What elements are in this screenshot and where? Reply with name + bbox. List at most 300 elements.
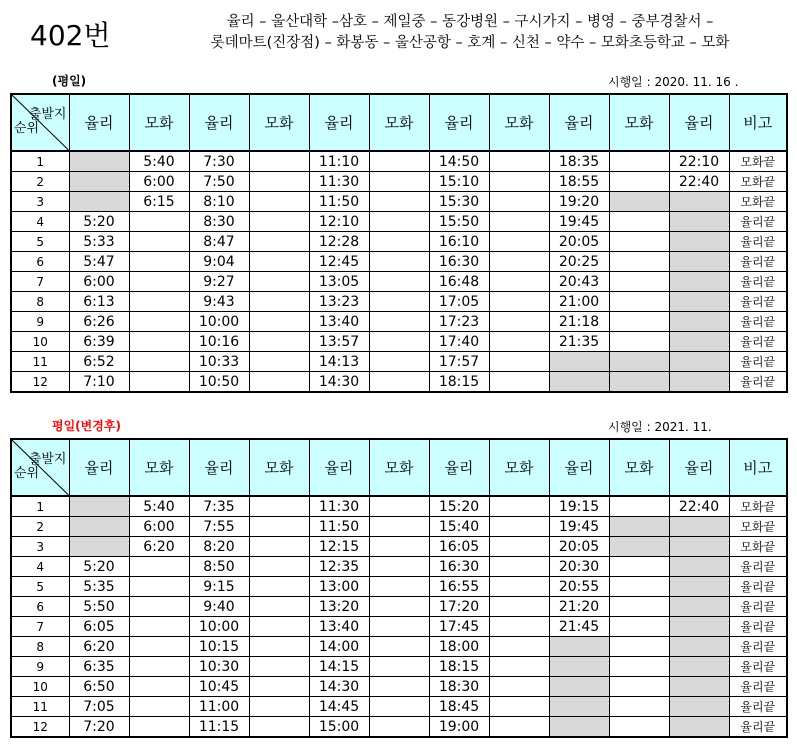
row-note: 모화끝 bbox=[729, 537, 787, 557]
departure-time: 15:00 bbox=[309, 717, 369, 738]
departure-time bbox=[669, 657, 729, 677]
departure-time: 8:30 bbox=[189, 212, 249, 232]
table-row bbox=[11, 312, 787, 332]
departure-time: 20:43 bbox=[549, 272, 609, 292]
table-row bbox=[11, 577, 787, 597]
table-row bbox=[11, 697, 787, 717]
departure-time bbox=[609, 332, 669, 352]
departure-time: 20:30 bbox=[549, 557, 609, 577]
departure-time: 5:20 bbox=[69, 557, 129, 577]
row-number: 3 bbox=[11, 537, 69, 557]
departure-time bbox=[669, 697, 729, 717]
departure-time bbox=[69, 537, 129, 557]
departure-time: 5:47 bbox=[69, 252, 129, 272]
departure-time: 6:00 bbox=[69, 272, 129, 292]
departure-time bbox=[669, 232, 729, 252]
departure-time bbox=[369, 332, 429, 352]
departure-time: 9:27 bbox=[189, 272, 249, 292]
table-row bbox=[11, 232, 787, 252]
departure-time bbox=[249, 252, 309, 272]
departure-time: 6:26 bbox=[69, 312, 129, 332]
table-row bbox=[11, 657, 787, 677]
departure-time bbox=[609, 172, 669, 192]
departure-time: 14:45 bbox=[309, 697, 369, 717]
departure-time bbox=[249, 697, 309, 717]
column-header: 율리 bbox=[549, 94, 609, 151]
departure-time bbox=[609, 151, 669, 172]
departure-time bbox=[489, 717, 549, 738]
departure-time bbox=[129, 637, 189, 657]
departure-time: 19:20 bbox=[549, 192, 609, 212]
column-header: 모화 bbox=[369, 94, 429, 151]
departure-time bbox=[369, 657, 429, 677]
departure-time bbox=[549, 657, 609, 677]
column-header: 모화 bbox=[609, 439, 669, 496]
column-header: 율리 bbox=[189, 94, 249, 151]
departure-time bbox=[129, 697, 189, 717]
departure-time: 10:00 bbox=[189, 312, 249, 332]
departure-time bbox=[489, 557, 549, 577]
row-note: 율리끝 bbox=[729, 232, 787, 252]
departure-time bbox=[369, 517, 429, 537]
row-note: 율리끝 bbox=[729, 577, 787, 597]
departure-time: 19:00 bbox=[429, 717, 489, 738]
departure-time: 5:40 bbox=[129, 496, 189, 517]
row-note: 율리끝 bbox=[729, 657, 787, 677]
departure-time: 6:20 bbox=[69, 637, 129, 657]
departure-time: 7:30 bbox=[189, 151, 249, 172]
departure-time bbox=[129, 717, 189, 738]
departure-time: 11:50 bbox=[309, 192, 369, 212]
departure-time bbox=[369, 537, 429, 557]
departure-time: 21:45 bbox=[549, 617, 609, 637]
table-2-label: 평일(변경후) bbox=[52, 419, 121, 433]
departure-time bbox=[129, 352, 189, 372]
departure-time: 9:40 bbox=[189, 597, 249, 617]
route-path-line-1: 율리 – 울산대학 –삼호 – 제일중 – 동강병원 – 구시가지 – 병영 – 중부경찰서 – bbox=[226, 14, 714, 30]
departure-time bbox=[369, 677, 429, 697]
departure-time: 13:40 bbox=[309, 617, 369, 637]
column-header: 모화 bbox=[369, 439, 429, 496]
departure-time: 6:05 bbox=[69, 617, 129, 637]
departure-time bbox=[249, 617, 309, 637]
departure-time: 7:20 bbox=[69, 717, 129, 738]
departure-time bbox=[489, 372, 549, 393]
row-number: 2 bbox=[11, 172, 69, 192]
row-note: 모화끝 bbox=[729, 172, 787, 192]
row-number: 2 bbox=[11, 517, 69, 537]
departure-time bbox=[369, 697, 429, 717]
departure-time bbox=[249, 537, 309, 557]
departure-time: 18:00 bbox=[429, 637, 489, 657]
departure-time: 6:20 bbox=[129, 537, 189, 557]
row-note: 율리끝 bbox=[729, 617, 787, 637]
departure-time bbox=[489, 272, 549, 292]
corner-order-label: 순위 bbox=[14, 466, 40, 481]
departure-time bbox=[369, 617, 429, 637]
row-number: 8 bbox=[11, 292, 69, 312]
departure-time: 7:10 bbox=[69, 372, 129, 393]
departure-time bbox=[129, 677, 189, 697]
table-row bbox=[11, 332, 787, 352]
column-header: 모화 bbox=[489, 439, 549, 496]
column-header: 율리 bbox=[309, 94, 369, 151]
departure-time bbox=[369, 496, 429, 517]
departure-time: 6:00 bbox=[129, 172, 189, 192]
departure-time: 5:35 bbox=[69, 577, 129, 597]
departure-time bbox=[249, 496, 309, 517]
column-header: 비고 bbox=[729, 439, 787, 496]
departure-time: 10:45 bbox=[189, 677, 249, 697]
column-header: 율리 bbox=[189, 439, 249, 496]
departure-time bbox=[609, 697, 669, 717]
departure-time: 20:05 bbox=[549, 537, 609, 557]
departure-time: 8:50 bbox=[189, 557, 249, 577]
departure-time: 7:35 bbox=[189, 496, 249, 517]
departure-time: 7:55 bbox=[189, 517, 249, 537]
departure-time bbox=[369, 577, 429, 597]
table-2-effective-date: 시행일 : 2021. 11. bbox=[608, 420, 712, 434]
departure-time bbox=[369, 557, 429, 577]
row-number: 10 bbox=[11, 677, 69, 697]
departure-time: 13:00 bbox=[309, 577, 369, 597]
row-number: 6 bbox=[11, 597, 69, 617]
departure-time: 10:00 bbox=[189, 617, 249, 637]
table-row bbox=[11, 617, 787, 637]
departure-time: 16:05 bbox=[429, 537, 489, 557]
row-number: 5 bbox=[11, 577, 69, 597]
table-1-label: (평일) bbox=[52, 74, 87, 88]
departure-time: 13:23 bbox=[309, 292, 369, 312]
departure-time bbox=[489, 657, 549, 677]
departure-time bbox=[129, 372, 189, 393]
departure-time bbox=[129, 597, 189, 617]
row-note: 율리끝 bbox=[729, 252, 787, 272]
departure-time: 5:33 bbox=[69, 232, 129, 252]
departure-time: 13:40 bbox=[309, 312, 369, 332]
column-header: 모화 bbox=[129, 94, 189, 151]
corner-departure-label: 출발지 bbox=[28, 107, 67, 122]
route-path bbox=[150, 12, 790, 54]
departure-time bbox=[609, 537, 669, 557]
departure-time: 6:35 bbox=[69, 657, 129, 677]
departure-time: 11:50 bbox=[309, 517, 369, 537]
departure-time bbox=[609, 617, 669, 637]
departure-time bbox=[669, 352, 729, 372]
departure-time: 12:10 bbox=[309, 212, 369, 232]
departure-time: 12:35 bbox=[309, 557, 369, 577]
departure-time bbox=[489, 212, 549, 232]
row-number: 5 bbox=[11, 232, 69, 252]
departure-time: 20:25 bbox=[549, 252, 609, 272]
departure-time bbox=[669, 637, 729, 657]
departure-time bbox=[249, 677, 309, 697]
departure-time: 10:50 bbox=[189, 372, 249, 393]
departure-time bbox=[609, 352, 669, 372]
table-row bbox=[11, 151, 787, 172]
departure-time bbox=[489, 577, 549, 597]
row-note: 율리끝 bbox=[729, 372, 787, 393]
departure-time bbox=[489, 292, 549, 312]
departure-time bbox=[249, 332, 309, 352]
departure-time: 5:50 bbox=[69, 597, 129, 617]
route-number: 402번 bbox=[30, 19, 111, 52]
departure-time bbox=[249, 192, 309, 212]
row-number: 6 bbox=[11, 252, 69, 272]
departure-time bbox=[369, 172, 429, 192]
departure-time bbox=[249, 372, 309, 393]
departure-time bbox=[249, 717, 309, 738]
departure-time bbox=[489, 517, 549, 537]
departure-time bbox=[489, 252, 549, 272]
departure-time bbox=[129, 212, 189, 232]
departure-time: 21:18 bbox=[549, 312, 609, 332]
departure-time bbox=[609, 717, 669, 738]
table-1-effective-date: 시행일 : 2020. 11. 16 . bbox=[608, 75, 739, 89]
departure-time bbox=[249, 657, 309, 677]
departure-time bbox=[369, 597, 429, 617]
column-header: 모화 bbox=[129, 439, 189, 496]
departure-time bbox=[369, 292, 429, 312]
departure-time bbox=[129, 312, 189, 332]
departure-time bbox=[489, 192, 549, 212]
row-note: 율리끝 bbox=[729, 557, 787, 577]
departure-time: 17:45 bbox=[429, 617, 489, 637]
departure-time: 7:05 bbox=[69, 697, 129, 717]
departure-time: 16:48 bbox=[429, 272, 489, 292]
departure-time: 8:10 bbox=[189, 192, 249, 212]
row-number: 4 bbox=[11, 557, 69, 577]
departure-time: 17:05 bbox=[429, 292, 489, 312]
departure-time bbox=[609, 192, 669, 212]
departure-time bbox=[669, 292, 729, 312]
departure-time: 18:30 bbox=[429, 677, 489, 697]
departure-time: 5:20 bbox=[69, 212, 129, 232]
departure-time bbox=[549, 352, 609, 372]
departure-time bbox=[129, 577, 189, 597]
departure-time bbox=[69, 517, 129, 537]
departure-time bbox=[129, 272, 189, 292]
departure-time bbox=[69, 496, 129, 517]
departure-time: 10:30 bbox=[189, 657, 249, 677]
table-row bbox=[11, 677, 787, 697]
departure-time bbox=[249, 557, 309, 577]
departure-time: 10:33 bbox=[189, 352, 249, 372]
departure-time bbox=[669, 312, 729, 332]
departure-time bbox=[489, 232, 549, 252]
departure-time bbox=[669, 677, 729, 697]
departure-time: 6:13 bbox=[69, 292, 129, 312]
departure-time: 5:40 bbox=[129, 151, 189, 172]
departure-time bbox=[249, 517, 309, 537]
departure-time bbox=[249, 292, 309, 312]
departure-time: 21:00 bbox=[549, 292, 609, 312]
header-corner bbox=[11, 439, 69, 496]
departure-time: 22:40 bbox=[669, 496, 729, 517]
departure-time bbox=[489, 537, 549, 557]
row-note: 율리끝 bbox=[729, 212, 787, 232]
row-note: 율리끝 bbox=[729, 272, 787, 292]
corner-order-label: 순위 bbox=[14, 121, 40, 136]
table-row bbox=[11, 352, 787, 372]
departure-time bbox=[609, 496, 669, 517]
row-number: 7 bbox=[11, 272, 69, 292]
departure-time bbox=[669, 557, 729, 577]
departure-time: 6:50 bbox=[69, 677, 129, 697]
column-header: 모화 bbox=[609, 94, 669, 151]
departure-time bbox=[609, 312, 669, 332]
departure-time bbox=[609, 232, 669, 252]
departure-time bbox=[489, 597, 549, 617]
departure-time bbox=[489, 312, 549, 332]
header-corner bbox=[11, 94, 69, 151]
departure-time bbox=[489, 496, 549, 517]
departure-time bbox=[669, 372, 729, 393]
departure-time bbox=[609, 557, 669, 577]
departure-time bbox=[249, 151, 309, 172]
departure-time bbox=[609, 292, 669, 312]
departure-time bbox=[249, 352, 309, 372]
departure-time: 9:15 bbox=[189, 577, 249, 597]
departure-time: 15:20 bbox=[429, 496, 489, 517]
departure-time bbox=[249, 272, 309, 292]
row-number: 9 bbox=[11, 312, 69, 332]
departure-time: 19:45 bbox=[549, 517, 609, 537]
row-note: 모화끝 bbox=[729, 517, 787, 537]
table-row bbox=[11, 537, 787, 557]
departure-time: 18:35 bbox=[549, 151, 609, 172]
table-row bbox=[11, 272, 787, 292]
departure-time bbox=[369, 717, 429, 738]
departure-time: 16:10 bbox=[429, 232, 489, 252]
row-number: 12 bbox=[11, 372, 69, 393]
row-number: 8 bbox=[11, 637, 69, 657]
departure-time: 7:50 bbox=[189, 172, 249, 192]
departure-time bbox=[489, 697, 549, 717]
departure-time: 8:47 bbox=[189, 232, 249, 252]
row-note: 율리끝 bbox=[729, 697, 787, 717]
table-row bbox=[11, 637, 787, 657]
departure-time: 6:15 bbox=[129, 192, 189, 212]
departure-time bbox=[489, 172, 549, 192]
departure-time: 11:30 bbox=[309, 172, 369, 192]
column-header: 모화 bbox=[249, 439, 309, 496]
departure-time: 12:28 bbox=[309, 232, 369, 252]
departure-time: 8:20 bbox=[189, 537, 249, 557]
departure-time bbox=[489, 151, 549, 172]
route-path-line-2: 롯데마트(진장점) – 화봉동 – 울산공항 – 호계 – 신천 – 약수 – 모화초등학교 – 모화 bbox=[210, 35, 730, 51]
row-note: 모화끝 bbox=[729, 496, 787, 517]
row-note: 율리끝 bbox=[729, 637, 787, 657]
table-row bbox=[11, 717, 787, 738]
departure-time: 18:15 bbox=[429, 657, 489, 677]
row-note: 율리끝 bbox=[729, 312, 787, 332]
departure-time: 12:45 bbox=[309, 252, 369, 272]
corner-departure-label: 출발지 bbox=[28, 452, 67, 467]
departure-time: 15:40 bbox=[429, 517, 489, 537]
departure-time bbox=[369, 232, 429, 252]
departure-time bbox=[69, 151, 129, 172]
departure-time: 14:50 bbox=[429, 151, 489, 172]
departure-time bbox=[609, 272, 669, 292]
departure-time: 11:00 bbox=[189, 697, 249, 717]
table-row bbox=[11, 496, 787, 517]
departure-time bbox=[249, 312, 309, 332]
table-row bbox=[11, 292, 787, 312]
row-note: 모화끝 bbox=[729, 192, 787, 212]
departure-time: 6:52 bbox=[69, 352, 129, 372]
departure-time bbox=[609, 577, 669, 597]
departure-time bbox=[249, 172, 309, 192]
departure-time bbox=[669, 192, 729, 212]
row-number: 11 bbox=[11, 697, 69, 717]
departure-time bbox=[549, 717, 609, 738]
departure-time: 17:57 bbox=[429, 352, 489, 372]
column-header: 율리 bbox=[669, 439, 729, 496]
departure-time: 11:10 bbox=[309, 151, 369, 172]
departure-time bbox=[129, 332, 189, 352]
departure-time bbox=[669, 717, 729, 738]
table-row bbox=[11, 192, 787, 212]
row-number: 10 bbox=[11, 332, 69, 352]
departure-time: 11:15 bbox=[189, 717, 249, 738]
departure-time: 18:45 bbox=[429, 697, 489, 717]
departure-time bbox=[369, 252, 429, 272]
departure-time bbox=[549, 372, 609, 393]
row-note: 율리끝 bbox=[729, 332, 787, 352]
departure-time: 12:15 bbox=[309, 537, 369, 557]
timetable-weekday-changed bbox=[10, 438, 788, 738]
departure-time bbox=[489, 637, 549, 657]
departure-time bbox=[669, 252, 729, 272]
departure-time bbox=[69, 192, 129, 212]
departure-time bbox=[129, 292, 189, 312]
table-row bbox=[11, 597, 787, 617]
departure-time bbox=[609, 637, 669, 657]
departure-time bbox=[129, 657, 189, 677]
departure-time bbox=[609, 657, 669, 677]
departure-time bbox=[489, 677, 549, 697]
departure-time: 10:15 bbox=[189, 637, 249, 657]
timetable-weekday bbox=[10, 93, 788, 393]
departure-time: 21:35 bbox=[549, 332, 609, 352]
row-number: 1 bbox=[11, 151, 69, 172]
departure-time bbox=[609, 597, 669, 617]
departure-time: 17:40 bbox=[429, 332, 489, 352]
departure-time: 19:45 bbox=[549, 212, 609, 232]
departure-time bbox=[489, 352, 549, 372]
column-header: 율리 bbox=[549, 439, 609, 496]
table-row bbox=[11, 252, 787, 272]
column-header: 율리 bbox=[309, 439, 369, 496]
table-row bbox=[11, 172, 787, 192]
departure-time: 20:55 bbox=[549, 577, 609, 597]
departure-time bbox=[669, 517, 729, 537]
row-number: 7 bbox=[11, 617, 69, 637]
departure-time: 14:13 bbox=[309, 352, 369, 372]
row-note: 율리끝 bbox=[729, 717, 787, 738]
column-header: 모화 bbox=[249, 94, 309, 151]
departure-time bbox=[549, 697, 609, 717]
table-row bbox=[11, 557, 787, 577]
departure-time bbox=[129, 232, 189, 252]
departure-time: 9:04 bbox=[189, 252, 249, 272]
departure-time: 10:16 bbox=[189, 332, 249, 352]
departure-time bbox=[249, 577, 309, 597]
row-number: 11 bbox=[11, 352, 69, 372]
departure-time: 22:40 bbox=[669, 172, 729, 192]
departure-time: 21:20 bbox=[549, 597, 609, 617]
